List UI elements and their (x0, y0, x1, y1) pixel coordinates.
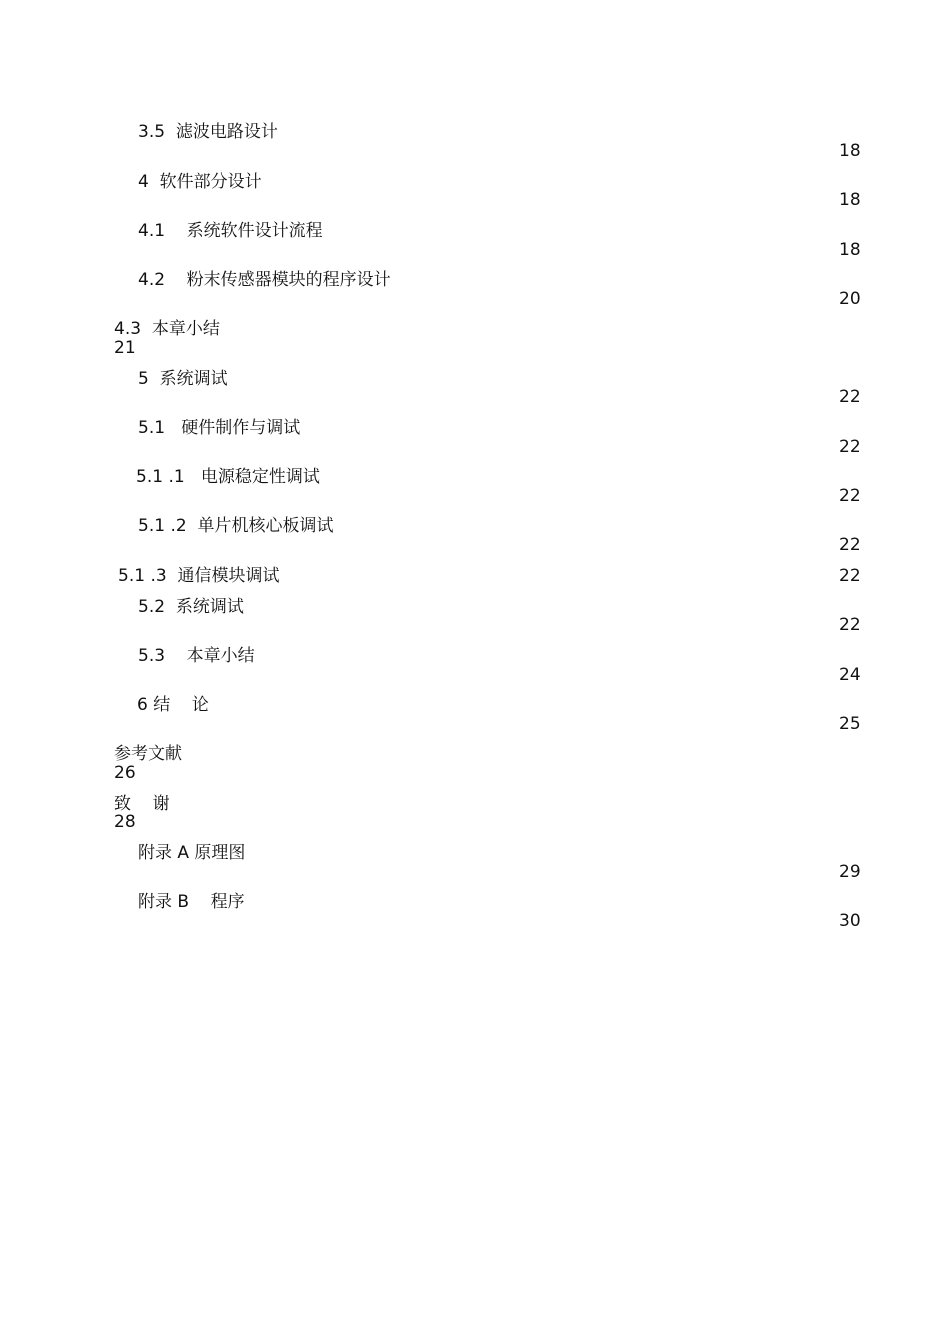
toc-page-4: 18 (839, 190, 861, 210)
toc-page-5-1-1: 22 (839, 486, 861, 506)
toc-title-4: 4 软件部分设计 (138, 172, 262, 192)
toc-title-acknowledgements: 致 谢 (114, 794, 170, 814)
toc-title-4-1: 4.1 系统软件设计流程 (138, 221, 323, 241)
toc-page-6: 25 (839, 714, 861, 734)
toc-page-appendix-b: 30 (839, 911, 861, 931)
toc-title-5-3: 5.3 本章小结 (138, 646, 255, 666)
toc-title-5-1-1: 5.1 .1 电源稳定性调试 (136, 467, 320, 487)
toc-title-4-2: 4.2 粉末传感器模块的程序设计 (138, 270, 391, 290)
toc-title-references: 参考文献 (114, 744, 182, 764)
toc-page-5-1-3: 22 (839, 566, 861, 586)
toc-page-appendix-a: 29 (839, 862, 861, 882)
toc-page-4-3: 21 (114, 338, 136, 358)
toc-title-4-3: 4.3 本章小结 (114, 319, 220, 339)
toc-title-5: 5 系统调试 (138, 369, 228, 389)
toc-page-5-1-2: 22 (839, 535, 861, 555)
toc-page-acknowledgements: 28 (114, 812, 136, 832)
toc-page-4-2: 20 (839, 289, 861, 309)
toc-page-4-1: 18 (839, 240, 861, 260)
toc-page-references: 26 (114, 763, 136, 783)
toc-title-appendix-b: 附录 B 程序 (138, 892, 245, 912)
toc-title-6: 6 结 论 (137, 695, 209, 715)
toc-title-appendix-a: 附录 A 原理图 (138, 843, 246, 863)
toc-page-5: 22 (839, 387, 861, 407)
toc-title-5-2: 5.2 系统调试 (138, 597, 244, 617)
toc-title-3-5: 3.5 滤波电路设计 (138, 122, 278, 142)
toc-title-5-1-2: 5.1 .2 单片机核心板调试 (138, 516, 334, 536)
toc-page-5-1: 22 (839, 437, 861, 457)
toc-page-5-2: 22 (839, 615, 861, 635)
toc-title-5-1-3: 5.1 .3 通信模块调试 (118, 566, 280, 586)
toc-page-5-3: 24 (839, 665, 861, 685)
toc-page-3-5: 18 (839, 141, 861, 161)
toc-title-5-1: 5.1 硬件制作与调试 (138, 418, 301, 438)
